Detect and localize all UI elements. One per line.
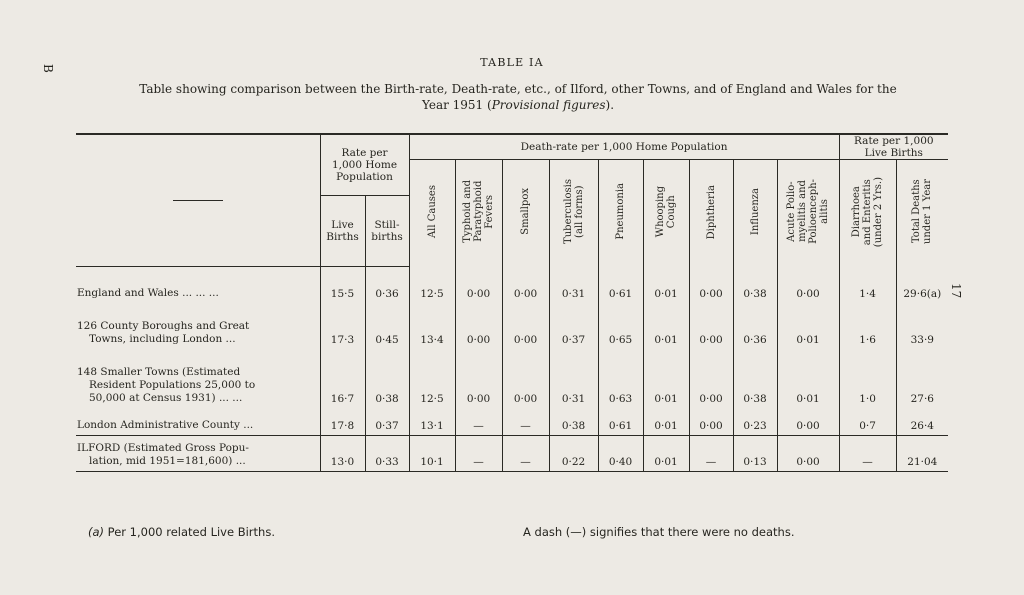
caption-italic: Provisional figures [491, 98, 606, 112]
live-group-header: Rate per 1,000 Live Births [839, 134, 948, 160]
col-still-births: Still-births [365, 196, 409, 267]
cell: 0·00 [689, 303, 733, 349]
col-whooping [643, 160, 689, 267]
col-smallpox [502, 160, 549, 267]
cell: 26·4 [896, 408, 948, 436]
table-title: TABLE IA [480, 56, 544, 69]
cell: — [455, 436, 502, 472]
caption-line-2a: Year 1951 ( [421, 98, 492, 112]
cell: 0·00 [502, 349, 549, 408]
cell: 0·61 [598, 408, 643, 436]
pneumonia-label: Pneumonia [615, 183, 627, 241]
death-group-header: Death-rate per 1,000 Home Population [409, 134, 839, 160]
cell: 12·5 [409, 349, 455, 408]
cell: 0·00 [777, 436, 839, 472]
cell: 0·40 [598, 436, 643, 472]
row-label: London Administrative County ... [77, 419, 254, 431]
diarrhoea-l3: (under 2 Yrs.) [873, 176, 885, 247]
total-deaths-l2: under 1 Year [922, 179, 934, 245]
cell: 0·31 [549, 349, 598, 408]
cell: 0·22 [549, 436, 598, 472]
cell: 13·1 [409, 408, 455, 436]
cell: — [839, 436, 896, 472]
tb-l1: Tuberculosis [562, 179, 574, 245]
cell: 0·00 [455, 273, 502, 303]
tb-l2: (all forms) [573, 185, 585, 238]
all-causes-label: All Causes [426, 185, 438, 239]
col-polio [777, 160, 839, 267]
comparison-table [76, 133, 948, 472]
table-row [76, 349, 948, 408]
caption-line-2b: ). [605, 98, 615, 112]
cell: 0·01 [643, 303, 689, 349]
cell: — [502, 408, 549, 436]
cell: 0·13 [733, 436, 777, 472]
cell: — [502, 436, 549, 472]
cell: 0·00 [777, 408, 839, 436]
polio-l4: alitis [819, 199, 831, 225]
whooping-l1: Whooping [655, 186, 667, 238]
cell: 27·6 [896, 349, 948, 408]
row-label-line: lation, mid 1951=181,600) ... [89, 455, 246, 467]
cell: 0·01 [777, 349, 839, 408]
cell: 13·4 [409, 303, 455, 349]
polio-l2: myelitis and [797, 180, 809, 243]
col-diphtheria [689, 160, 733, 267]
cell: 0·01 [643, 349, 689, 408]
cell: 1·4 [839, 273, 896, 303]
cell: 0·45 [365, 303, 409, 349]
row-label-line: Towns, including London ... [89, 332, 236, 345]
polio-l1: Acute Polio- [786, 181, 798, 243]
cell: 21·04 [896, 436, 948, 472]
table-row [76, 436, 948, 472]
table-row [76, 273, 948, 303]
col-total-deaths [896, 160, 948, 267]
table-row [76, 408, 948, 436]
typhoid-l3: Fevers [484, 194, 496, 229]
row-label-line: 126 County Boroughs and Great [77, 319, 250, 332]
cell: 0·00 [502, 303, 549, 349]
footnote-a [88, 525, 275, 539]
cell: 0·01 [777, 303, 839, 349]
cell: 0·36 [365, 273, 409, 303]
cell: 0·00 [689, 408, 733, 436]
col-influenza [733, 160, 777, 267]
diarrhoea-l2: and Enteritis [862, 178, 874, 245]
cell: 0·38 [733, 349, 777, 408]
row-label [76, 349, 320, 408]
smallpox-label: Smallpox [520, 188, 532, 236]
footnote-a-text: Per 1,000 related Live Births. [104, 525, 275, 539]
col-all-causes [409, 160, 455, 267]
total-deaths-l1: Total Deaths [911, 179, 923, 244]
cell: 0·36 [733, 303, 777, 349]
row-label-header [76, 134, 320, 267]
cell: 17·8 [320, 408, 365, 436]
cell: 0·01 [643, 436, 689, 472]
cell: 0·00 [689, 349, 733, 408]
cell: 15·5 [320, 273, 365, 303]
cell: 17·3 [320, 303, 365, 349]
typhoid-l2: Paratyphoid [473, 181, 485, 243]
cell: — [689, 436, 733, 472]
cell: 10·1 [409, 436, 455, 472]
caption-line-1: Table showing comparison between the Birth-rate, Death-rate, etc., of Ilford, other Towns, and of England and Wales for the [139, 82, 897, 96]
cell: 0·31 [549, 273, 598, 303]
cell: 0·00 [502, 273, 549, 303]
cell: 0·37 [365, 408, 409, 436]
row-label-line: Resident Populations 25,000 to [89, 378, 256, 391]
cell: — [455, 408, 502, 436]
cell: 0·37 [549, 303, 598, 349]
cell: 33·9 [896, 303, 948, 349]
cell: 0·00 [455, 349, 502, 408]
col-tuberculosis [549, 160, 598, 267]
cell: 29·6(a) [896, 273, 948, 303]
row-label: England and Wales ... ... ... [77, 286, 219, 299]
cell: 1·0 [839, 349, 896, 408]
cell: 13·0 [320, 436, 365, 472]
cell: 0·38 [733, 273, 777, 303]
typhoid-l1: Typhoid and [462, 180, 474, 244]
page-number: 17 [949, 283, 963, 299]
footnote-a-mark: (a) [88, 525, 105, 539]
col-live-births: Live Births [320, 196, 365, 267]
cell: 0·7 [839, 408, 896, 436]
row-label-line: ILFORD (Estimated Gross Popu- [77, 442, 249, 454]
diarrhoea-l1: Diarrhoea [851, 186, 863, 238]
row-label-line: 148 Smaller Towns (Estimated [77, 365, 241, 378]
col-diarrhoea [839, 160, 896, 267]
table-caption [78, 81, 958, 113]
cell: 0·01 [643, 273, 689, 303]
col-pneumonia [598, 160, 643, 267]
row-label-line: 50,000 at Census 1931) ... ... [89, 391, 243, 404]
cell: 0·38 [549, 408, 598, 436]
cell: 12·5 [409, 273, 455, 303]
cell: 1·6 [839, 303, 896, 349]
cell: 0·00 [689, 273, 733, 303]
cell: 0·33 [365, 436, 409, 472]
margin-letter: B [41, 64, 55, 74]
cell: 0·00 [455, 303, 502, 349]
row-label [76, 436, 320, 472]
cell: 0·65 [598, 303, 643, 349]
cell: 0·38 [365, 349, 409, 408]
cell: 0·00 [777, 273, 839, 303]
rate-group-header: Rate per 1,000 Home Population [320, 134, 409, 196]
col-typhoid [455, 160, 502, 267]
whooping-l2: Cough [666, 195, 678, 229]
diphtheria-label: Diphtheria [705, 184, 717, 239]
cell: 0·23 [733, 408, 777, 436]
cell: 0·61 [598, 273, 643, 303]
table-row [76, 303, 948, 349]
polio-l3: Polioenceph- [808, 179, 820, 245]
row-label [76, 303, 320, 349]
cell: 0·63 [598, 349, 643, 408]
influenza-label: Influenza [749, 188, 761, 236]
comparison-table-wrapper [76, 133, 948, 472]
cell: 16·7 [320, 349, 365, 408]
footnote-dash: A dash (—) signifies that there were no deaths. [523, 525, 795, 539]
cell: 0·01 [643, 408, 689, 436]
